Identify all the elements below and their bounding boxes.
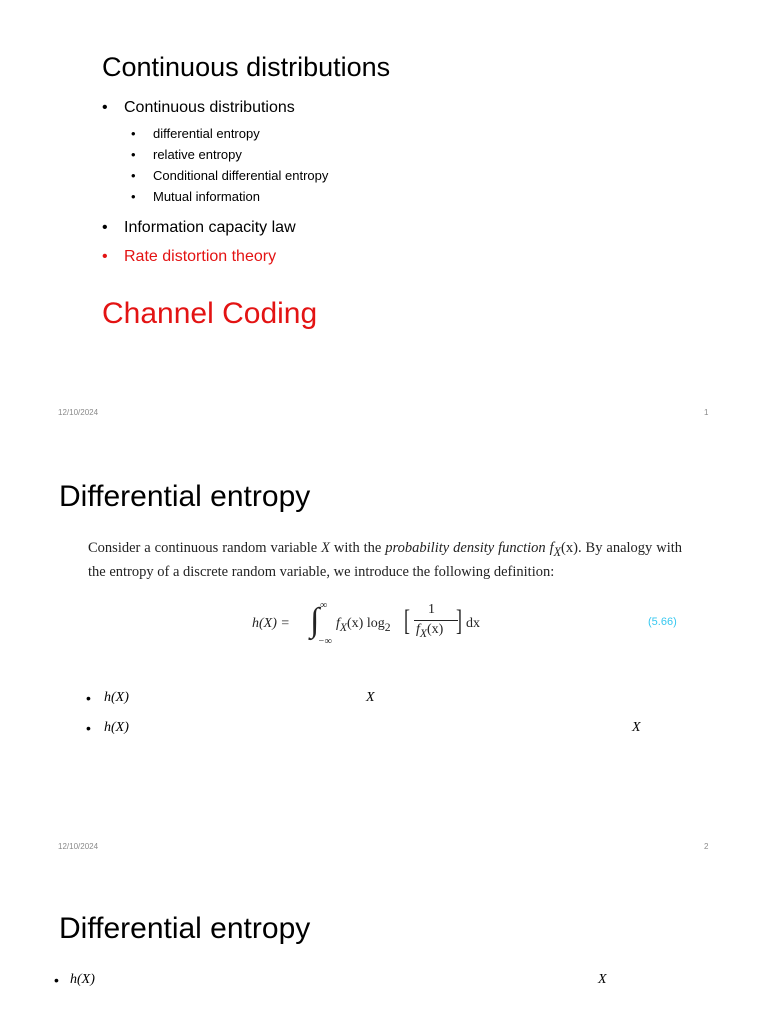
fraction-bar <box>414 620 458 621</box>
slide-date: 12/10/2024 <box>58 842 99 851</box>
sub-bullet-item: • relative entropy <box>131 144 328 165</box>
integral-sign: ∫ <box>310 602 320 639</box>
equation-number: (5.66) <box>648 616 677 628</box>
slide-3: Differential entropy • h(X) X <box>54 912 607 988</box>
sub-bullet-item: • Conditional differential entropy <box>131 165 328 186</box>
bullet-item: • Information capacity law <box>102 217 328 239</box>
sub-bullet-list <box>124 123 328 207</box>
slide-title: Differential entropy <box>59 480 311 513</box>
slide-title: Differential entropy <box>59 912 311 945</box>
section-heading: Channel Coding <box>102 297 318 330</box>
slide-number: 1 <box>704 408 709 417</box>
sub-bullet-item: • Mutual information <box>131 186 328 207</box>
left-bracket: [ <box>404 604 410 637</box>
bullet-item: • Continuous distributions • differential entropy • relative entropy • Conditional differential entropy • Mutual information <box>102 97 328 207</box>
slide-title: Continuous distributions <box>102 52 391 82</box>
slide-2: Differential entropy Consider a continuous random variable X with the probability density function $f_X(x)$. By analogy with the entropy of a discrete random variable, we introduce the following definition: h(X) = ∫ ∞ −∞ $f_X(x)$ $\log_2$ [ 1 $f_X(x)$ ] dx (5.66) • h(X) X • h(X) X 12/10/2024 2 <box>58 480 709 851</box>
right-bracket: ] <box>456 604 462 637</box>
textbook-excerpt: Consider a continuous random variable X with the probability density function $f_X(x)$. By analogy with the entropy of a discrete random variable, we introduce the following definition: <box>88 540 682 580</box>
bullet-item-highlight: • Rate distortion theory <box>102 246 328 268</box>
bullet-list <box>102 97 328 268</box>
sub-bullet-item: • differential entropy <box>131 123 328 144</box>
slide-number: 2 <box>704 842 709 851</box>
slide-date: 12/10/2024 <box>58 408 99 417</box>
slide-1 <box>0 0 768 434</box>
